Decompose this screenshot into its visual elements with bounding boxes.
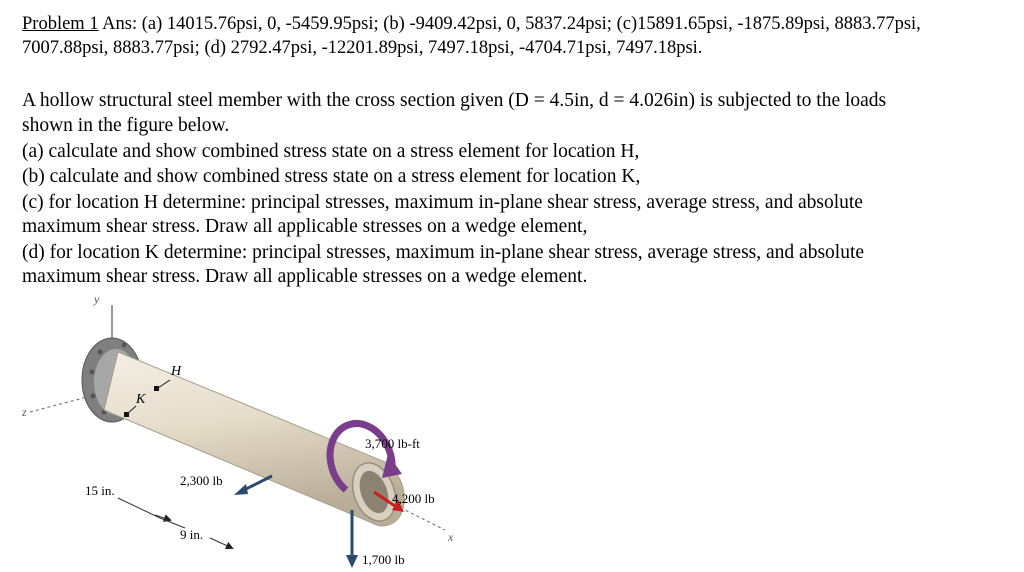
force-1700-head [346, 555, 358, 568]
x-axis-label: x [448, 530, 454, 544]
force-2300-label: 2,300 lb [180, 473, 223, 488]
statement-line-1: A hollow structural steel member with the cross section given (D = 4.5in, d = 4.026in) is subjected to the loads [22, 90, 887, 111]
statement-line-3: (a) calculate and show combined stress state on a stress element for location H, [22, 141, 640, 162]
answer-line-2: 7007.88psi, 8883.77psi; (d) 2792.47psi, -12201.89psi, 7497.18psi, -4704.71psi, 7497.18psi. [22, 38, 703, 58]
point-h-label: H [171, 364, 182, 379]
y-axis-label: y [94, 292, 100, 306]
answer-text-1: Ans: (a) 14015.76psi, 0, -5459.95psi; (b) -9409.42psi, 0, 5837.24psi; (c)15891.65psi, -1875.89psi, 8883.77psi, [98, 14, 921, 34]
moment-label: 3,700 lb-ft [365, 436, 420, 451]
force-2300-head [234, 484, 248, 495]
statement-line-7: (d) for location K determine: principal stresses, maximum in-plane shear stress, average stress, and absolute [22, 242, 865, 263]
statement-line-6: maximum shear stress. Draw all applicable stresses on a wedge element, [22, 216, 588, 237]
dim-9-label: 9 in. [180, 527, 204, 542]
statement-line-8: maximum shear stress. Draw all applicable stresses on a wedge element. [22, 266, 588, 287]
statement-line-2: shown in the figure below. [22, 115, 230, 136]
dim-15-label: 15 in. [85, 483, 115, 498]
statement-line-4: (b) calculate and show combined stress state on a stress element for location K, [22, 166, 641, 187]
point-k-label: K [136, 392, 146, 407]
point-h-marker [154, 386, 159, 391]
dim-9-arrow [210, 538, 232, 548]
force-1700-label: 1,700 lb [362, 552, 405, 567]
dim-15-line [118, 498, 160, 518]
statement-line-5: (c) for location H determine: principal stresses, maximum in-plane shear stress, average stress, and absolute [22, 192, 863, 213]
force-4200-label: 4,200 lb [392, 491, 435, 506]
z-axis-label: z [22, 405, 27, 419]
problem-label: Problem 1 [22, 14, 99, 34]
